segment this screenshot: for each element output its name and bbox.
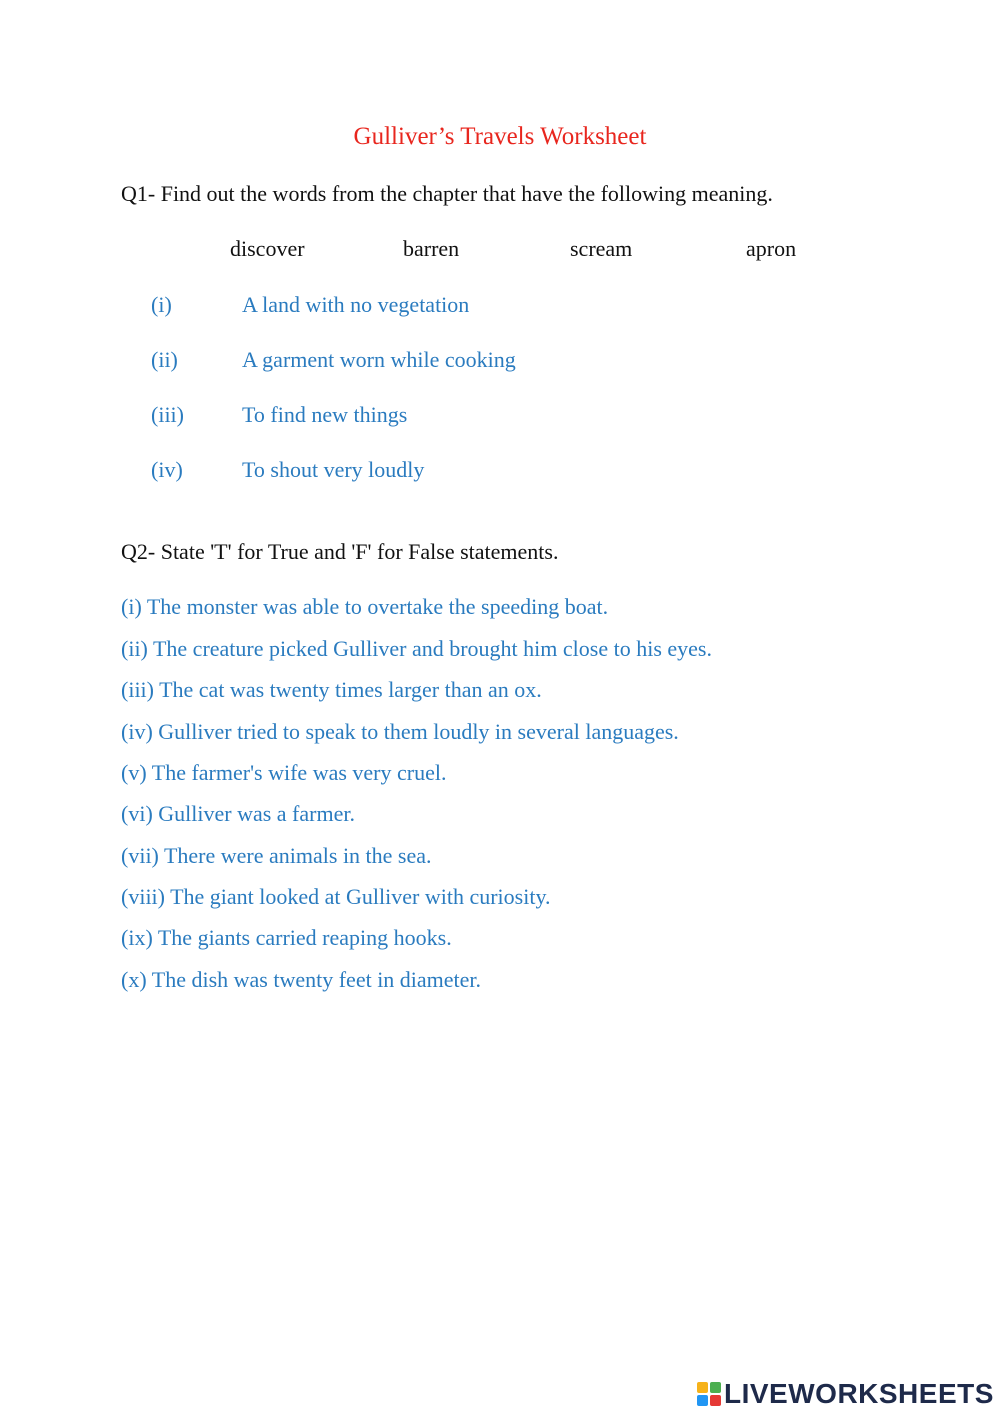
- word-bank-word: barren: [403, 236, 460, 261]
- logo-square-icon: [697, 1395, 708, 1406]
- q2-statement: (i) The monster was able to overtake the speeding boat.: [121, 594, 609, 619]
- q1-item-number: (iii): [151, 402, 184, 427]
- q1-item-number: (iv): [151, 457, 183, 482]
- q1-heading: Q1- Find out the words from the chapter that have the following meaning.: [121, 181, 773, 206]
- q1-item: [0, 455, 1000, 485]
- word-bank-word: discover: [230, 236, 305, 261]
- q2-heading: Q2- State 'T' for True and 'F' for False statements.: [121, 539, 559, 564]
- q1-item-number: (i): [151, 292, 172, 317]
- q2-statement: (v) The farmer's wife was very cruel.: [121, 760, 447, 785]
- q2-statement: (vii) There were animals in the sea.: [121, 843, 432, 868]
- logo-text: LIVEWORKSHEETS: [724, 1378, 994, 1409]
- word-bank-word: apron: [746, 236, 797, 261]
- q1-item: [0, 345, 1000, 375]
- q2-statement: (vi) Gulliver was a farmer.: [121, 801, 355, 826]
- liveworksheets-logo-icon: [697, 1382, 721, 1406]
- q2-statement: (viii) The giant looked at Gulliver with curiosity.: [121, 884, 551, 909]
- word-bank-word: scream: [570, 236, 633, 261]
- q2-statement: (ix) The giants carried reaping hooks.: [121, 925, 452, 950]
- logo-square-icon: [710, 1382, 721, 1393]
- q1-item-text: To find new things: [242, 402, 408, 427]
- q1-item: [0, 290, 1000, 320]
- q2-statement: (ii) The creature picked Gulliver and brought him close to his eyes.: [121, 636, 712, 661]
- liveworksheets-logo[interactable]: [697, 1378, 994, 1410]
- q2-statement: (x) The dish was twenty feet in diameter.: [121, 967, 482, 992]
- q2-statement: (iii) The cat was twenty times larger than an ox.: [121, 677, 542, 702]
- logo-square-icon: [697, 1382, 708, 1393]
- page-title: Gulliver’s Travels Worksheet: [353, 123, 647, 150]
- q1-item: [0, 400, 1000, 430]
- q2-statement: (iv) Gulliver tried to speak to them loudly in several languages.: [121, 719, 679, 744]
- word-bank: [0, 234, 1000, 264]
- q1-item-text: A land with no vegetation: [242, 292, 470, 317]
- q1-item-text: A garment worn while cooking: [242, 347, 516, 372]
- logo-square-icon: [710, 1395, 721, 1406]
- q1-item-text: To shout very loudly: [242, 457, 425, 482]
- q1-item-number: (ii): [151, 347, 178, 372]
